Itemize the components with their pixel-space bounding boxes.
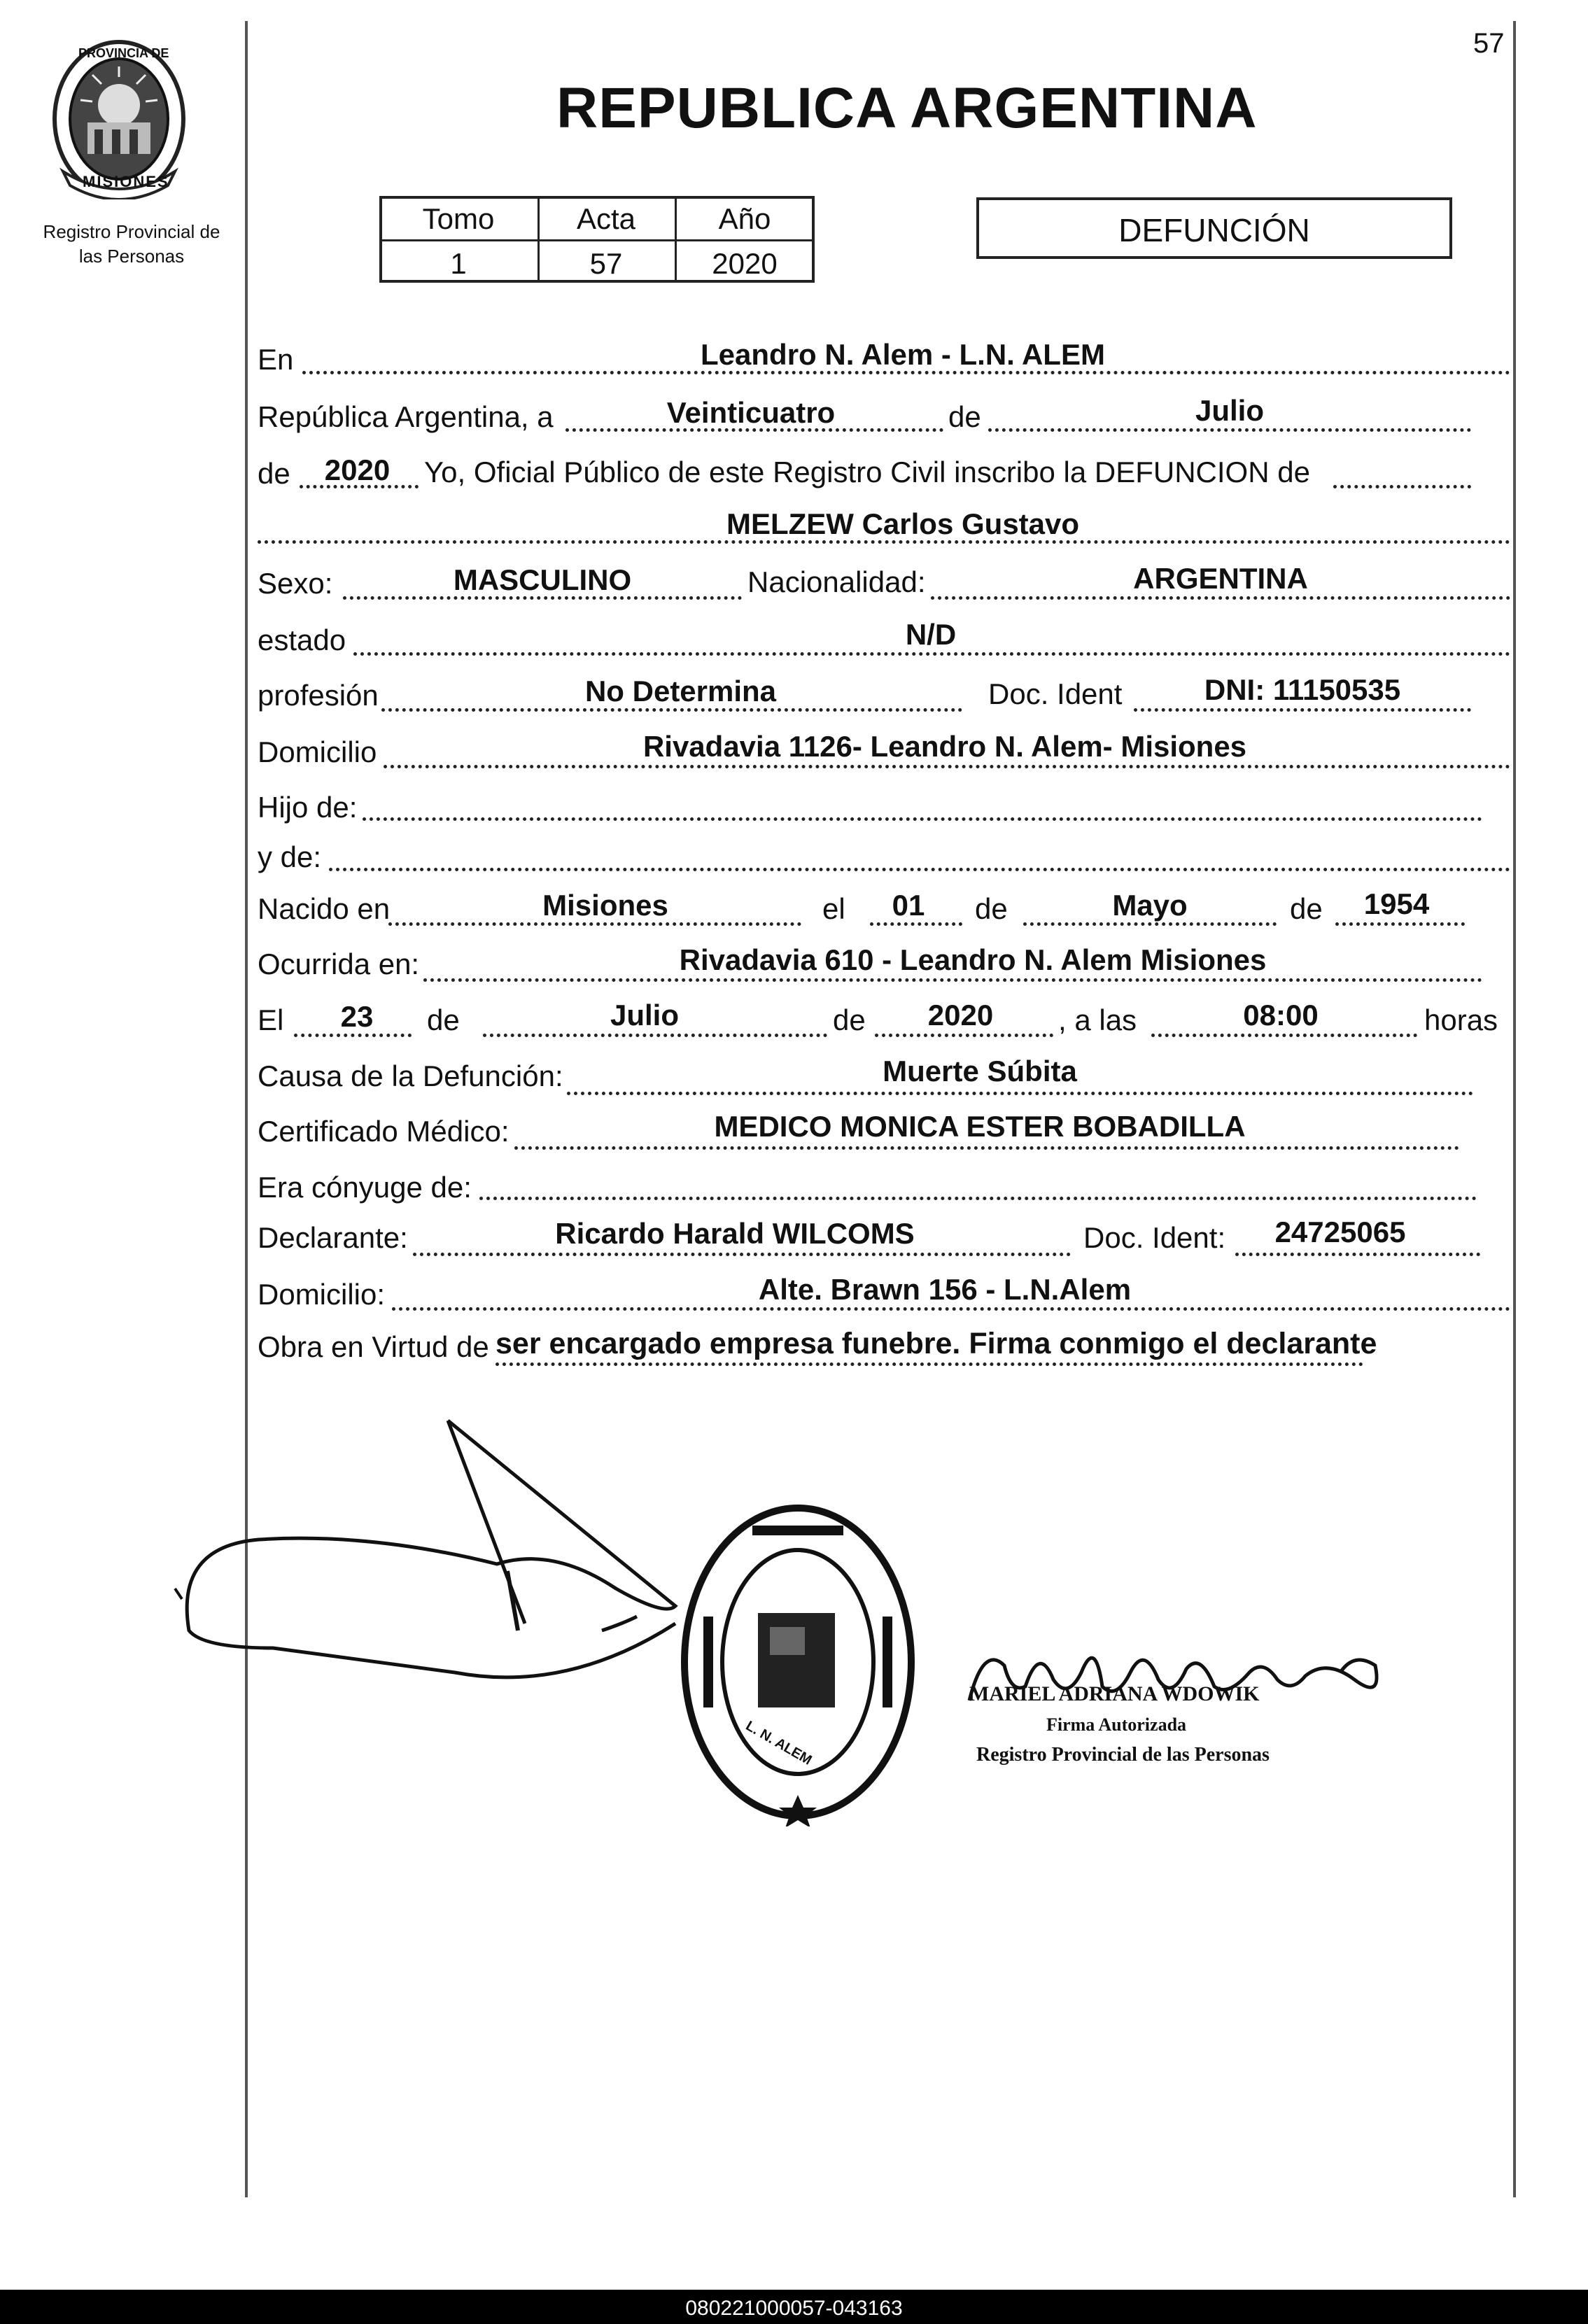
value-nac-mes: Mayo: [1112, 889, 1188, 922]
label-obra: Obra en Virtud de: [258, 1330, 489, 1363]
table-value-tomo: 1: [450, 247, 467, 280]
dotted-line: [329, 868, 1510, 871]
value-profesion: No Determina: [584, 675, 777, 707]
value-nombre: MELZEW Carlos Gustavo: [726, 507, 1080, 540]
value-nac-anio: 1954: [1363, 887, 1430, 920]
dotted-line: [388, 922, 801, 926]
table-value-acta: 57: [589, 247, 623, 280]
value-causa: Muerte Súbita: [883, 1055, 1077, 1087]
right-margin-line: [1513, 21, 1516, 2197]
label-domicilio: Domicilio: [258, 735, 377, 768]
value-certificado: MEDICO MONICA ESTER BOBADILLA: [714, 1110, 1246, 1143]
dotted-line: [870, 922, 962, 926]
dotted-line: [1023, 922, 1277, 926]
label-doc-ident2: Doc. Ident:: [1083, 1221, 1226, 1254]
value-estado: N/D: [905, 618, 957, 651]
value-nacido-en: Misiones: [542, 889, 668, 922]
dotted-line: [381, 708, 962, 712]
value-def-anio: 2020: [927, 999, 994, 1031]
dotted-line: [392, 1307, 1510, 1311]
value-doc: DNI: 11150535: [1204, 673, 1401, 706]
value-obra: ser encargado empresa funebre. Firma conmigo el declarante: [496, 1327, 1377, 1360]
table-value-anio: 2020: [712, 247, 778, 280]
label-doc-ident: Doc. Ident: [988, 677, 1123, 710]
registry-label: [13, 220, 251, 269]
dotted-line: [384, 765, 1510, 768]
dotted-line: [294, 1034, 412, 1037]
seal-text-bottom: MISIONES: [83, 173, 169, 190]
dotted-line: [413, 1253, 1071, 1256]
label-nacionalidad: Nacionalidad:: [747, 565, 926, 598]
value-domicilio: Rivadavia 1126- Leandro N. Alem- Misiones: [642, 730, 1247, 763]
dotted-line: [1235, 1253, 1480, 1256]
table-header-anio: Año: [718, 202, 771, 235]
declarant-signature: [161, 1407, 763, 1707]
label-certificado: Certificado Médico:: [258, 1115, 510, 1148]
table-header-acta: Acta: [576, 202, 636, 235]
label-domicilio2: Domicilio:: [258, 1278, 386, 1311]
dotted-line: [875, 1034, 1053, 1037]
dotted-line: [1335, 922, 1465, 926]
value-declarante: Ricardo Harald WILCOMS: [555, 1217, 915, 1250]
label-de: de: [948, 400, 981, 433]
label-profesion: profesión: [258, 679, 379, 712]
label-en: En: [258, 343, 294, 376]
dotted-line: [496, 1362, 1363, 1366]
label-a-las: , a las: [1058, 1003, 1137, 1036]
registry-label-line2: las Personas: [78, 246, 185, 267]
label-republica: República Argentina, a: [258, 400, 554, 433]
value-lugar: Leandro N. Alem - L.N. ALEM: [701, 338, 1105, 371]
dotted-line: [343, 596, 742, 600]
dotted-line: [567, 1092, 1473, 1095]
act-type: DEFUNCIÓN: [1118, 212, 1310, 248]
dotted-line: [258, 540, 1510, 544]
dotted-line: [483, 1034, 827, 1037]
label-estado: estado: [258, 624, 346, 656]
authorization-line2: Registro Provincial de las Personas: [976, 1744, 1270, 1766]
dotted-line: [1333, 485, 1471, 488]
label-y-de: y de:: [258, 840, 322, 873]
value-nacionalidad: ARGENTINA: [1133, 562, 1308, 595]
dotted-line: [479, 1197, 1477, 1200]
authorization-line1: Firma Autorizada: [1046, 1714, 1187, 1735]
page-title: REPUBLICA ARGENTINA: [556, 76, 1258, 140]
dotted-line: [353, 652, 1510, 656]
label-horas: horas: [1424, 1003, 1498, 1036]
authorizing-signature: [962, 1631, 1396, 1721]
dotted-line: [1134, 708, 1471, 712]
dotted-line: [423, 978, 1482, 982]
label-hijo-de: Hijo de:: [258, 791, 358, 824]
label-causa: Causa de la Defunción:: [258, 1059, 563, 1092]
authorization-name: MARIEL ADRIANA WDOWIK: [969, 1682, 1260, 1705]
label-declarante: Declarante:: [258, 1221, 408, 1254]
label-de3: de: [1290, 892, 1323, 925]
value-hora: 08:00: [1243, 999, 1319, 1031]
dotted-line: [931, 596, 1510, 600]
table-header-tomo: Tomo: [422, 202, 495, 235]
dotted-line: [302, 371, 1510, 374]
dotted-line: [1151, 1034, 1417, 1037]
value-anio: 2020: [324, 453, 391, 486]
label-nacido-en: Nacido en: [258, 892, 391, 925]
stamp-place: L. N. ALEM: [743, 1718, 815, 1768]
label-yo: Yo, Oficial Público de este Registro Civil inscribo la DEFUNCION de: [424, 456, 1310, 488]
value-nac-dia: 01: [892, 889, 925, 922]
footer-code: 080221000057-043163: [685, 2297, 903, 2320]
value-def-dia: 23: [340, 1000, 374, 1033]
value-ocurrida-en: Rivadavia 610 - Leandro N. Alem Misiones: [679, 943, 1267, 976]
label-sexo: Sexo:: [258, 567, 333, 600]
value-sexo: MASCULINO: [453, 563, 632, 596]
label-de4: de: [427, 1003, 460, 1036]
dotted-line: [514, 1146, 1459, 1150]
page-number: 57: [1473, 28, 1505, 59]
label-de5: de: [833, 1003, 866, 1036]
dotted-line: [988, 428, 1471, 432]
label-ocurrida-en: Ocurrida en:: [258, 948, 420, 980]
value-dia: Veinticuatro: [666, 396, 836, 429]
official-stamp: [675, 1498, 920, 1826]
registry-label-line1: Registro Provincial de: [43, 221, 220, 242]
value-doc-declarante: 24725065: [1274, 1216, 1406, 1248]
label-el2: El: [258, 1003, 284, 1036]
label-de2: de: [975, 892, 1008, 925]
label-el: el: [822, 892, 845, 925]
value-domicilio-declarante: Alte. Brawn 156 - L.N.Alem: [758, 1273, 1132, 1306]
stamp-text: [689, 1519, 913, 1542]
value-def-mes: Julio: [610, 999, 679, 1031]
left-margin-line: [245, 21, 248, 2197]
value-mes: Julio: [1195, 394, 1264, 427]
seal-text-top: PROVINCIA DE: [78, 46, 169, 60]
record-table-hline: [379, 239, 815, 241]
dotted-line: [363, 817, 1482, 821]
label-de-year: de: [258, 457, 290, 490]
label-conyuge: Era cónyuge de:: [258, 1171, 472, 1204]
